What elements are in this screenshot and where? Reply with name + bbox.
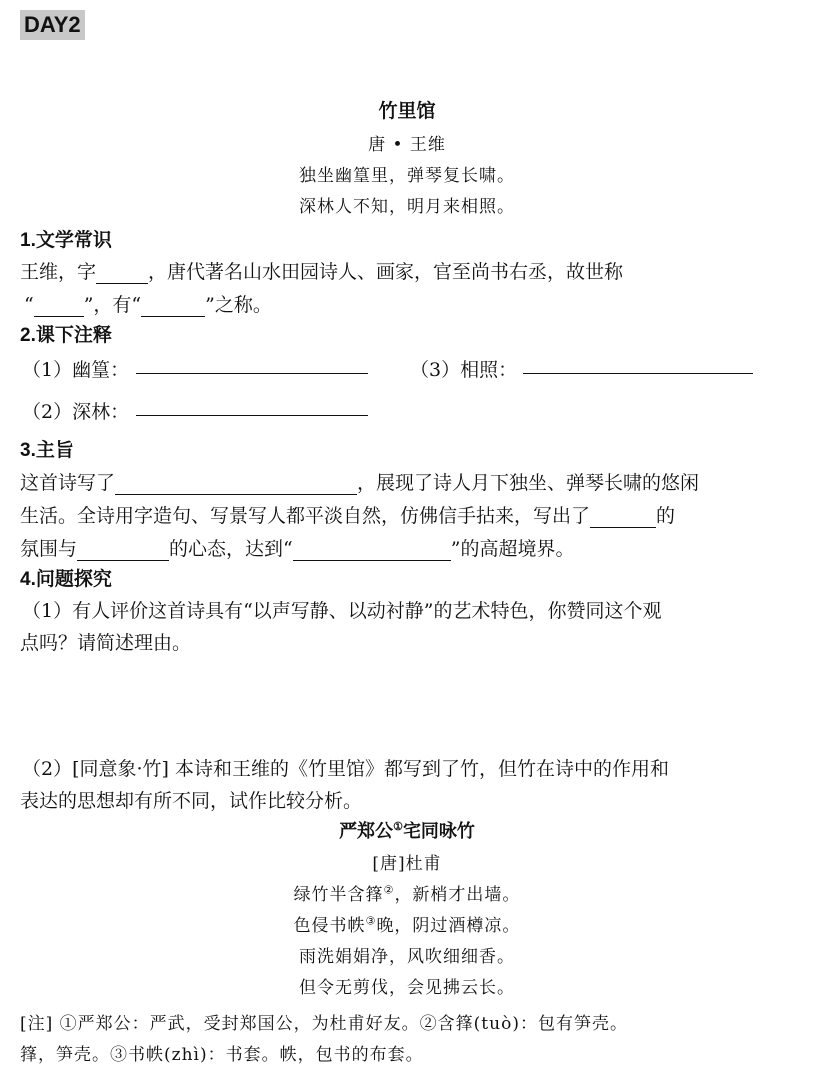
courtesy-name-blank[interactable] xyxy=(96,264,148,284)
poem2-line-1 xyxy=(0,880,814,905)
day-label: DAY2 xyxy=(20,10,85,40)
section1-text-c: “ xyxy=(24,294,34,316)
poem1-author: 唐 • 王维 xyxy=(368,135,446,155)
poem1-title: 竹里馆 xyxy=(378,100,436,122)
section3-text-e: 氛围与 xyxy=(20,538,78,560)
theme-blank[interactable] xyxy=(115,475,357,495)
section1-line2 xyxy=(24,290,272,317)
section3-text-f: 的心态，达到“ xyxy=(169,538,293,560)
question2-line1: （2）[同意象·竹] 本诗和王维的《竹里馆》都写到了竹，但竹在诗中的作用和 xyxy=(22,758,669,780)
poem2-author: [唐]杜甫 xyxy=(372,854,442,874)
section4-heading: 4.问题探究 xyxy=(20,569,112,590)
section3-text-b: ，展现了诗人月下独坐、弹琴长啸的悠闲 xyxy=(357,472,700,494)
section3-text-a: 这首诗写了 xyxy=(20,472,116,494)
poem2-line-1-b: ，新梢才出墙。 xyxy=(394,885,521,905)
note-item-1-blank[interactable] xyxy=(136,373,368,374)
section3-text-c: 生活。全诗用字造句、写景写人都平淡自然，仿佛信手拈来，写出了 xyxy=(20,505,591,527)
section1-heading: 1.文学常识 xyxy=(20,230,112,251)
note-item-3: （3）相照： xyxy=(410,359,518,381)
note-item-2: （2）深林： xyxy=(22,401,130,423)
section3-text-g: ”的高超境界。 xyxy=(450,538,575,560)
poem2-line-1-footnote: ② xyxy=(383,883,395,897)
section2-heading: 2.课下注释 xyxy=(20,325,112,346)
poem2-line-2-footnote: ③ xyxy=(365,914,377,928)
question2-line2: 表达的思想却有所不同，试作比较分析。 xyxy=(20,790,363,812)
section3-line3 xyxy=(20,534,574,561)
poem1-line-2: 深林人不知，明月来相照。 xyxy=(299,197,515,217)
section3-line1 xyxy=(20,468,699,495)
section1-line1 xyxy=(20,257,623,284)
poem2-line-2-b: 晚，阴过酒樽凉。 xyxy=(376,916,521,936)
section3-text-d: 的 xyxy=(656,505,676,527)
poem2-line-2-a: 色侵书帙 xyxy=(293,916,366,936)
poem2-line-3: 雨洗娟娟净，风吹细细香。 xyxy=(299,947,515,967)
poem2-line-4: 但令无剪伐，会见拂云长。 xyxy=(299,978,515,998)
poem1-line-1: 独坐幽篁里，弹琴复长啸。 xyxy=(299,166,515,186)
section1-text-e: ”之称。 xyxy=(205,294,272,316)
section1-text-b: ，唐代著名山水田园诗人、画家，官至尚书右丞，故世称 xyxy=(148,261,624,283)
note-item-1: （1）幽篁： xyxy=(22,359,130,381)
notes-line-2: 箨，笋壳。③书帙(zhì)：书套。帙，包书的布套。 xyxy=(20,1045,424,1065)
note-item-2-blank[interactable] xyxy=(136,415,368,416)
poem2-title xyxy=(0,817,814,843)
poem2-title-footnote: ① xyxy=(393,820,403,833)
question1-line1: （1）有人评价这首诗具有“以声写静、以动衬静”的艺术特色，你赞同这个观 xyxy=(22,600,662,622)
section3-line2 xyxy=(20,501,675,528)
atmosphere-blank[interactable] xyxy=(590,508,656,528)
note-item-3-blank[interactable] xyxy=(523,373,753,374)
section3-heading: 3.主旨 xyxy=(20,440,74,461)
realm-blank[interactable] xyxy=(293,541,451,561)
section1-text-d: ”，有“ xyxy=(83,294,142,316)
title-blank-1[interactable] xyxy=(34,297,84,317)
question1-line2: 点吗？请简述理由。 xyxy=(20,632,192,654)
section1-text-a: 王维，字 xyxy=(20,261,97,283)
poem2-title-a: 严郑公 xyxy=(339,821,394,842)
title-blank-2[interactable] xyxy=(141,297,205,317)
mindset-blank[interactable] xyxy=(77,541,169,561)
poem2-line-2 xyxy=(0,911,814,936)
poem2-line-1-a: 绿竹半含箨 xyxy=(293,885,384,905)
notes-line-1: [注] ①严郑公：严武，受封郑国公，为杜甫好友。②含箨(tuò)：包有笋壳。 xyxy=(20,1014,628,1034)
poem2-title-b: 宅同咏竹 xyxy=(402,821,475,842)
